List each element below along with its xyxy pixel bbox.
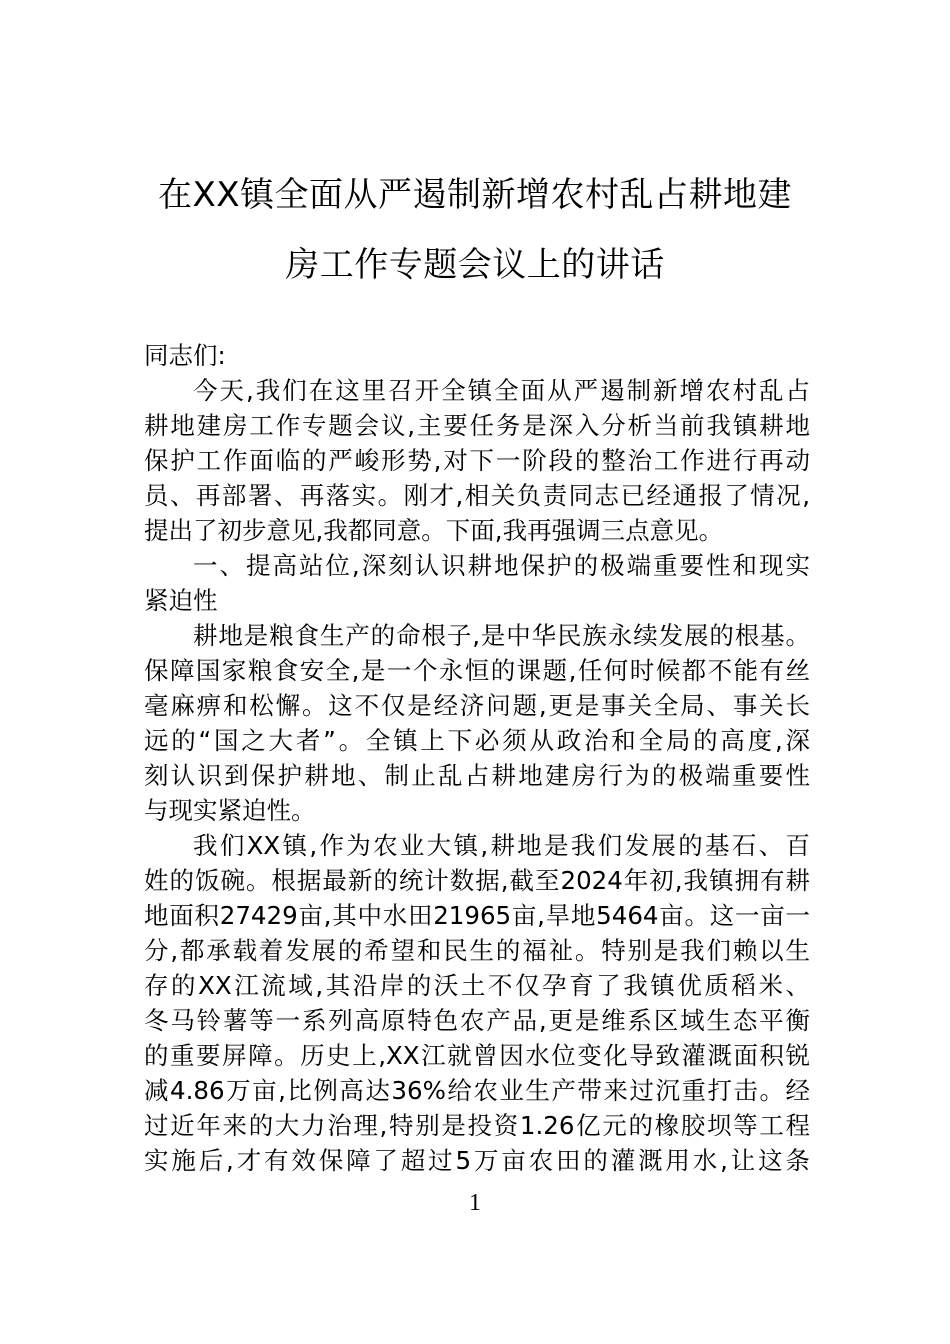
- paragraph-line: 实施后,才有效保障了超过5万亩农田的灌溉用水,让这条: [144, 1146, 810, 1175]
- paragraph-line: 姓的饭碗。根据最新的统计数据,截至2024年初,我镇拥有耕: [144, 866, 810, 895]
- paragraph-line: 的重要屏障。历史上,XX江就曾因水位变化导致灌溉面积锐: [144, 1041, 810, 1070]
- paragraph-line: 冬马铃薯等一系列高原特色农产品,更是维系区域生态平衡: [144, 1006, 810, 1035]
- document-title-line-2: 房工作专题会议上的讲话: [285, 245, 665, 285]
- page-number: 1: [469, 1190, 481, 1216]
- paragraph-line: 分,都承载着发展的希望和民生的福祉。特别是我们赖以生: [144, 936, 810, 965]
- paragraph-line: 保护工作面临的严峻形势,对下一阶段的整治工作进行再动: [144, 446, 810, 475]
- paragraph-line: 刻认识到保护耕地、制止乱占耕地建房行为的极端重要性: [144, 761, 810, 790]
- paragraph-line: 今天,我们在这里召开全镇全面从严遏制新增农村乱占: [193, 376, 810, 405]
- paragraph-line: 我们XX镇,作为农业大镇,耕地是我们发展的基石、百: [193, 831, 810, 860]
- section-heading-line: 紧迫性: [144, 586, 218, 615]
- salutation: 同志们:: [144, 341, 226, 370]
- paragraph-line: 毫麻痹和松懈。这不仅是经济问题,更是事关全局、事关长: [144, 691, 810, 720]
- paragraph-line: 减4.86万亩,比例高达36%给农业生产带来过沉重打击。经: [144, 1076, 810, 1105]
- paragraph-line: 保障国家粮食安全,是一个永恒的课题,任何时候都不能有丝: [144, 656, 810, 685]
- paragraph-line: 员、再部署、再落实。刚才,相关负责同志已经通报了情况,: [144, 481, 810, 510]
- paragraph-line: 与现实紧迫性。: [144, 796, 316, 825]
- section-heading-line: 一、提高站位,深刻认识耕地保护的极端重要性和现实: [193, 551, 810, 580]
- paragraph-line: 耕地建房工作专题会议,主要任务是深入分析当前我镇耕地: [144, 411, 810, 440]
- paragraph-line: 耕地是粮食生产的命根子,是中华民族永续发展的根基。: [193, 621, 810, 650]
- paragraph-line: 地面积27429亩,其中水田21965亩,旱地5464亩。这一亩一: [144, 901, 810, 930]
- paragraph-line: 存的XX江流域,其沿岸的沃土不仅孕育了我镇优质稻米、: [144, 971, 810, 1000]
- document-title-line-1: 在XX镇全面从严遏制新增农村乱占耕地建: [157, 175, 793, 215]
- paragraph-line: 提出了初步意见,我都同意。下面,我再强调三点意见。: [144, 516, 724, 545]
- paragraph-line: 过近年来的大力治理,特别是投资1.26亿元的橡胶坝等工程: [144, 1111, 810, 1140]
- paragraph-line: 远的“国之大者”。全镇上下必须从政治和全局的高度,深: [144, 726, 810, 755]
